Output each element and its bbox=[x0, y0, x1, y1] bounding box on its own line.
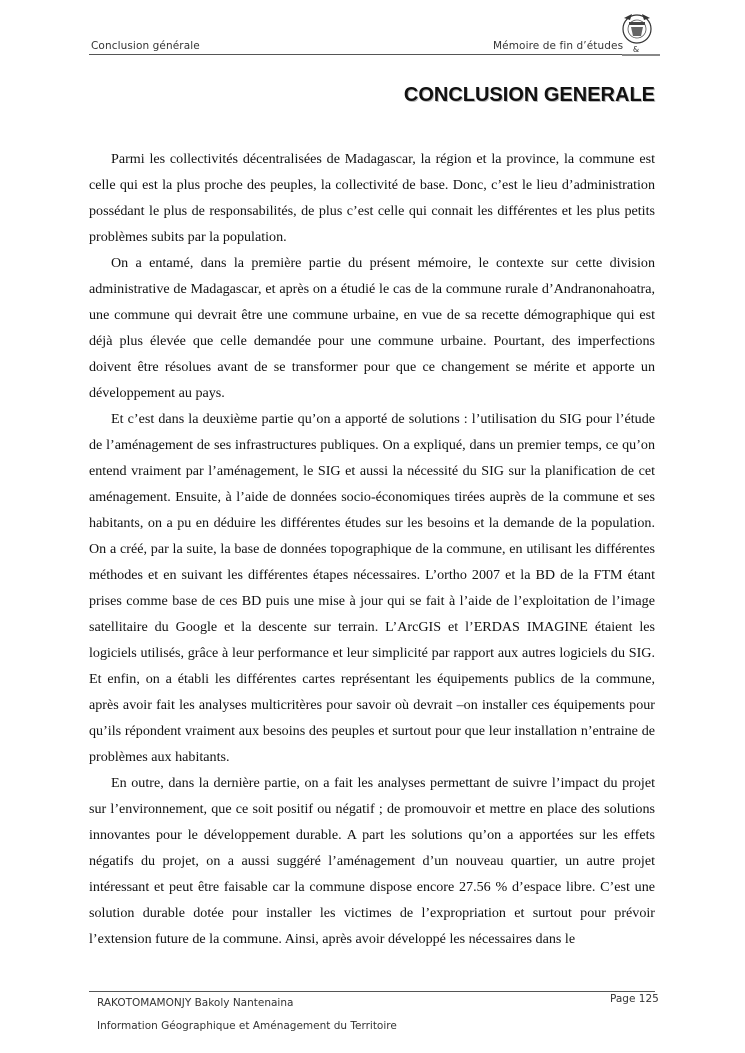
page-number: Page 125 bbox=[610, 993, 659, 1005]
logo-ampersand: & bbox=[632, 45, 640, 54]
footer-program: Information Géographique et Aménagement du Territoire bbox=[97, 1020, 397, 1032]
footer-author: RAKOTOMAMONJY Bakoly Nantenaina bbox=[97, 997, 294, 1009]
paragraph: On a entamé, dans la première partie du présent mémoire, le contexte sur cette division administrative de Madagascar, et après on a étudié le cas de la commune rurale d’Andranonahoatra, une commune qui devrait être une commune urbaine, en vue de sa recette démographique qui est déjà plus élevée que celle demandée pour une commune urbaine. Pourtant, des imperfections doivent être résolues avant de se transformer pour que ce changement se mérite et apporte un développement au pays. bbox=[89, 255, 655, 401]
header-chapter: Conclusion générale bbox=[91, 40, 200, 52]
paragraph: Parmi les collectivités décentralisées de Madagascar, la région et la province, la commune est celle qui est la plus proche des peuples, la collectivité de base. Donc, c’est le lieu d’administration possédant le plus de responsabilités, de plus c’est celle qui connait les différentes et les plus petits problèmes subits par la population. bbox=[89, 151, 655, 245]
footer-divider bbox=[89, 991, 655, 992]
body-text bbox=[89, 146, 655, 952]
page-title: CONCLUSION GENERALE bbox=[403, 84, 655, 106]
paragraph: En outre, dans la dernière partie, on a fait les analyses permettant de suivre l’impact du projet sur l’environnement, que ce soit positif ou négatif ; de promouvoir et mettre en place des solutions innovantes pour le développement durable. A part les solutions qu’on a apportées sur les effets négatifs du projet, on a aussi suggéré l’aménagement d’un nouveau quartier, un autre projet intéressant et peut être faisable car la commune dispose encore 27.56 % d’espace libre. C’est une solution durable dotée pour installer les victimes de l’expropriation et surtout pour prévoir l’extension future de la commune. Ainsi, après avoir développé les nécessaires dans le bbox=[89, 775, 655, 947]
school-logo-icon bbox=[620, 12, 662, 58]
header-document-type: Mémoire de fin d’études bbox=[493, 40, 624, 52]
paragraph: Et c’est dans la deuxième partie qu’on a apporté de solutions : l’utilisation du SIG pour l’étude de l’aménagement de ses infrastructures publiques. On a expliqué, dans un premier temps, ce qu’on entend vraiment par l’aménagement, le SIG et aussi la nécessité du SIG sur la planification de cet aménagement. Ensuite, à l’aide de données socio-économiques tirées auprès de la commune et ses habitants, on a pu en déduire les différentes études sur les besoins et la demande de la population. On a créé, par la suite, la base de données topographique de la commune, en utilisant les différentes méthodes et en suivant les différentes étapes nécessaires. L’ortho 2007 et la BD de la FTM étant prises comme base de ces BD puis une mise à jour qui se fait à l’aide de l’exploitation de l’image satellitaire du Google et la descente sur terrain. L’ArcGIS et l’ERDAS IMAGINE étaient les logiciels utilisés, grâce à leur performance et leur simplicité par rapport aux autres logiciels du SIG. Et enfin, on a établi les différentes cartes représentant les équipements publics de la commune, après avoir fait les analyses multicritères pour savoir où devrait –on installer ces équipements pour qu’ils répondent vraiment aux besoins des peuples et surtout pour que leur installation n’entraine de problèmes aux habitants. bbox=[89, 411, 655, 765]
school-logo-graphic bbox=[620, 12, 662, 58]
header-divider bbox=[89, 54, 622, 55]
